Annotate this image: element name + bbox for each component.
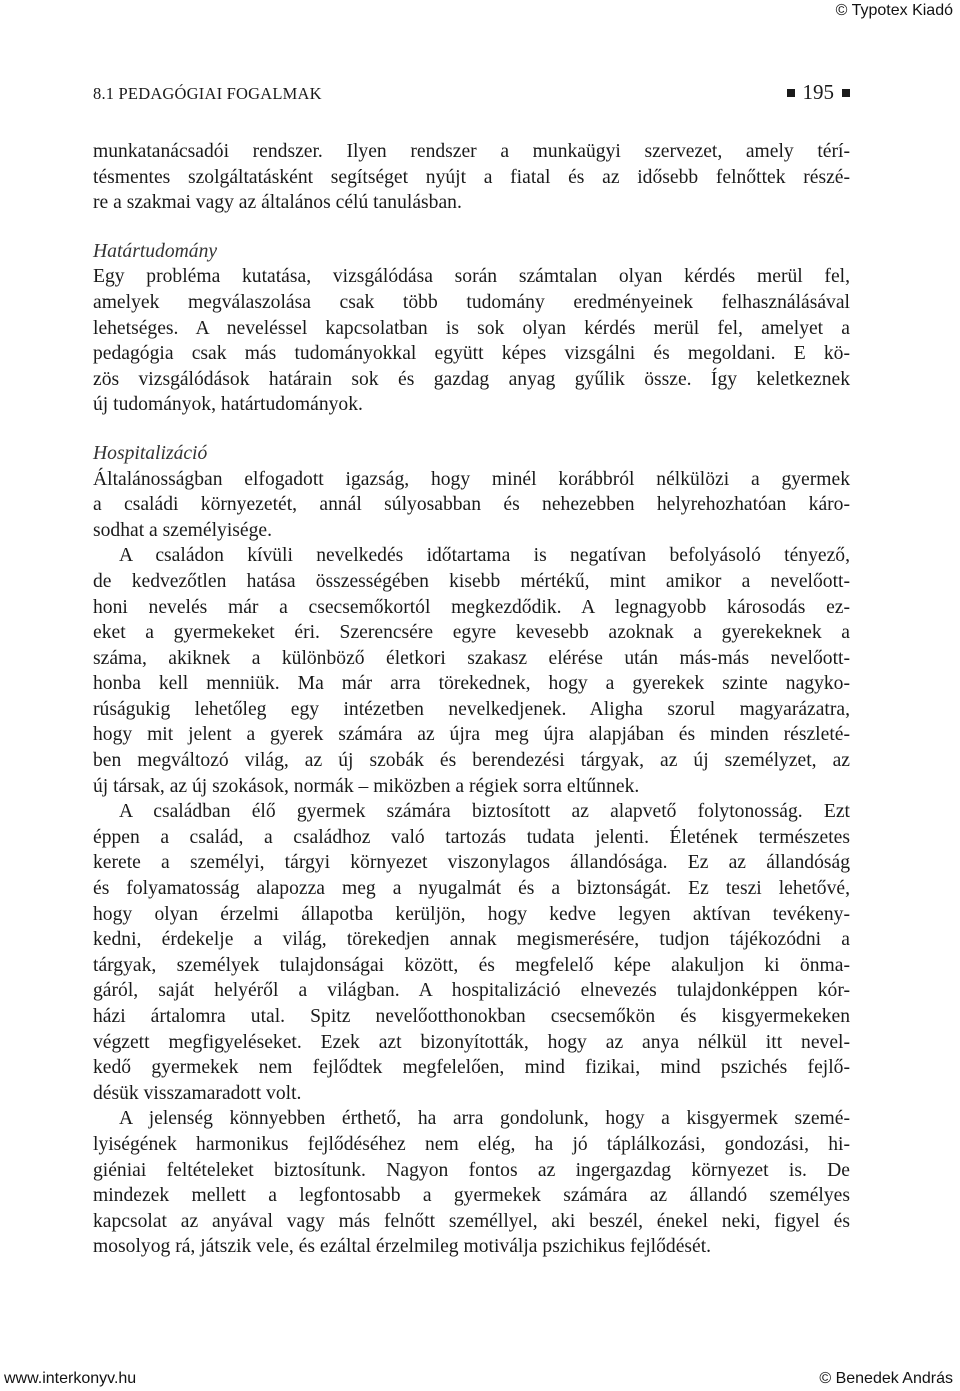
text-line: honba kell menniük. Ma már arra törekednek, hogy a gyerekek szinte nagyko- — [93, 673, 850, 695]
text-line: házi ártalomra utal. Spitz nevelőotthonokban csecsemőkön és kisgyermekeken — [93, 1006, 850, 1027]
text-line: de kedvezőtlen hatása összességében kisebb mértékű, mint amikor a nevelőott- — [93, 570, 850, 592]
text-line: tésmentes szolgáltatásként segítséget nyújt a fiatal és az idősebb felnőttek részé- — [93, 166, 850, 188]
section-title: 8.1 PEDAGÓGIAI FOGALMAK — [93, 84, 322, 103]
text-line: és folyamatosság alapozza meg a nyugalmát és a biztonságát. Ez teszi lehetővé, — [93, 878, 850, 900]
text-line: ben megváltozó világ, az új szobák és berendezési tárgyak, az új személyzet, az — [93, 750, 850, 772]
text-line: hogy olyan érzelmi állapotba kerüljön, hogy kedve legyen aktívan tevékeny- — [93, 903, 850, 925]
text-line: hogy mit jelent a gyerek számára az újra meg újra alapjában és minden részleté- — [93, 724, 850, 746]
text-line: gáról, saját helyéről a világban. A hospitalizáció elnevezés tulajdonképpen kór- — [93, 980, 850, 1002]
text-line: A jelenség könnyebben érthető, ha arra gondolunk, hogy a kisgyermek szemé- — [119, 1108, 850, 1130]
intro-paragraph — [93, 139, 850, 216]
glossary-term: Határtudomány — [93, 240, 218, 262]
text-line: száma, akiknek a különböző életkori szakasz elérése után más-más nevelőott- — [93, 647, 850, 669]
paragraph — [93, 799, 850, 1106]
text-line: re a szakmai vagy az általános célú tanulásban. — [93, 192, 462, 214]
page-number: 195 — [802, 80, 834, 104]
text-line: új társak, az új szokások, normák – miközben a régiek sorra eltűnnek. — [93, 775, 640, 797]
text-line: amelyek megválaszolása csak több tudomány eredményeinek felhasználásával — [93, 291, 850, 313]
running-head — [93, 80, 850, 106]
text-line: kerete a személyi, tárgyi környezet viszonylagos állandósága. Ez az állandóság — [93, 852, 850, 874]
text-line: lehetséges. A neveléssel kapcsolatban is sok olyan kérdés merül fel, amelyet a — [93, 317, 850, 339]
text-line: kedni, érdekelje a világ, törekedjen annak megismerésére, tudjon tájékozódni a — [93, 929, 850, 951]
publisher-watermark: © Typotex Kiadó — [835, 2, 953, 19]
paragraph — [93, 467, 850, 544]
glossary-definition — [93, 467, 850, 1260]
text-line: végzett megfigyeléseket. Ezek azt bizonyították, hogy az anya nélkül itt nevel- — [93, 1031, 850, 1053]
text-line: kedő gyermekek nem fejlődtek megfelelően, mind fizikai, mind pszichés fejlő- — [93, 1057, 850, 1079]
text-line: kapcsolat az anyával vagy más felnőtt személlyel, aki beszél, énekel neki, figyel és — [93, 1210, 850, 1232]
text-line: éppen a család, a családhoz való tartozás tudata jelenti. Életének természetes — [93, 826, 850, 848]
paragraph — [93, 1106, 850, 1260]
text-line: A családon kívüli nevelkedés időtartama is negatívan befolyásoló tényező, — [119, 545, 850, 567]
glossary-term: Hospitalizáció — [93, 442, 208, 464]
website-watermark: www.interkonyv.hu — [4, 1370, 137, 1387]
glossary-definition — [93, 264, 850, 418]
text-line: tárgyak, személyek tulajdonságai között, és megfelelő képe alakuljon ki önma- — [93, 954, 850, 976]
text-line: Egy probléma kutatása, vizsgálódása során számtalan olyan kérdés merül fel, — [93, 266, 850, 288]
text-line: új tudományok, határtudományok. — [93, 394, 363, 416]
author-watermark: © Benedek András — [819, 1370, 953, 1387]
text-line: munkatanácsadói rendszer. Ilyen rendszer a munkaügyi szervezet, amely térí- — [93, 141, 850, 162]
text-line: mosolyog rá, játszik vele, és ezáltal érzelmileg motiválja pszichikus fejlődését. — [93, 1236, 712, 1258]
text-line: giéniai feltételeket biztosítunk. Nagyon fontos az ingergazdag környezet is. De — [93, 1159, 850, 1181]
text-line: Általánosságban elfogadott igazság, hogy minél korábbról nélkülözi a gyermek — [93, 468, 850, 490]
paragraph — [93, 543, 850, 799]
text-line: sodhat a személyisége. — [93, 519, 273, 541]
text-line: pedagógia csak más tudományokkal együtt képes vizsgálni és megoldani. E kö- — [93, 343, 850, 365]
square-bullet-icon — [842, 89, 850, 97]
text-line: rúságukig lehetőleg egy intézetben nevelkedjenek. Aligha szorul magyarázatra, — [93, 698, 850, 720]
text-line: honi nevelés már a csecsemőkortól megkezdődik. A legnagyobb károsodás ez- — [93, 596, 850, 618]
square-bullet-icon — [787, 89, 795, 97]
body-text — [93, 139, 850, 1260]
text-line: a családi környezetét, annál súlyosabban és nehezebben helyrehozhatóan káro- — [93, 494, 850, 516]
text-line: désük visszamaradott volt. — [93, 1082, 302, 1104]
page-number-block — [779, 80, 851, 105]
text-line: zös vizsgálódások határain sok és gazdag anyag gyűlik össze. Így keletkeznek — [93, 368, 850, 390]
text-line: eket a gyermekeket éri. Szerencsére egyre kevesebb azoknak a gyerekeknek a — [93, 622, 850, 644]
text-line: A családban élő gyermek számára biztosított az alapvető folytonosság. Ezt — [119, 801, 850, 823]
text-line: mindezek mellett a legfontosabb a gyermekek számára az állandó személyes — [93, 1185, 850, 1207]
text-line: lyiségének harmonikus fejlődéséhez nem elég, ha jó táplálkozási, gondozási, hi- — [93, 1133, 850, 1155]
